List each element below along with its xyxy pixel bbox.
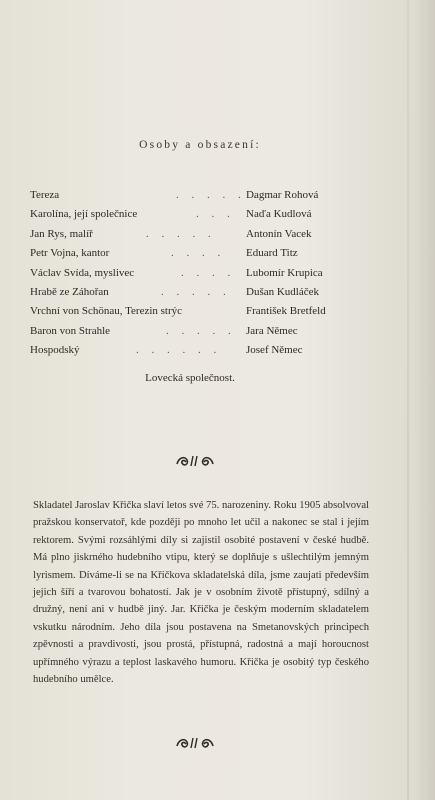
actor-name: Antonín Vacek	[246, 227, 312, 240]
leader-dots: . . . . .	[146, 227, 216, 240]
role-name: Karolína, její společnice	[30, 208, 138, 221]
cast-row	[26, 225, 386, 244]
actor-name: Eduard Titz	[246, 247, 298, 260]
ornament-glyph-icon	[173, 453, 217, 469]
actor-name: Lubomír Krupica	[246, 266, 323, 279]
cast-row	[26, 322, 386, 341]
role-name: Tereza	[30, 189, 60, 201]
role-name: Vrchní von Schönau, Terezin strýc	[30, 305, 183, 318]
actor-name: Josef Němec	[246, 344, 303, 357]
actor-name: František Bretfeld	[246, 305, 326, 318]
cast-row	[26, 341, 386, 360]
leader-dots: . . . .	[181, 266, 236, 279]
actor-name: Dušan Kudláček	[246, 285, 320, 298]
actor-name: Jara Němec	[246, 324, 298, 337]
role-name: Hrabě ze Záhořan	[30, 285, 109, 298]
cast-row	[26, 205, 386, 224]
actor-name: Dagmar Rohová	[246, 189, 319, 201]
role-name: Václav Svída, myslivec	[30, 266, 135, 279]
chorus-line: Lovecká společnost.	[145, 372, 235, 384]
ornament-icon	[170, 735, 220, 756]
actor-name: Naďa Kudlová	[246, 208, 312, 221]
leader-dots: . . . . . .	[136, 344, 222, 357]
leader-dots: . . . . . .	[176, 189, 262, 201]
leader-dots: . . .	[196, 208, 235, 221]
cast-row	[26, 302, 386, 321]
page-fold	[407, 0, 409, 800]
cast-list	[26, 186, 386, 361]
ornament-glyph-icon	[173, 735, 217, 751]
leader-dots: . . . . .	[166, 324, 236, 337]
cast-row	[26, 244, 386, 263]
leader-dots: . . . . .	[161, 285, 231, 298]
cast-row	[26, 264, 386, 283]
role-name: Jan Rys, malíř	[30, 227, 93, 240]
cast-heading: Osoby a obsazení:	[139, 139, 261, 151]
composer-paragraph: Skladatel Jaroslav Křička slaví letos své 75. narozeniny. Roku 1905 absolvoval pražskou konservatoř, kde později po mnoho let učil a nakonec se stal i jejím rektorem. Svými rozsáhlými díly si zajistil osobité postavení v české hudbě. Má plno jiskrného hudebního vtipu, který se doplňuje s ušlechtilým jemným lyrismem. Díváme-li se na Křičkova skladatelská díla, jsme zaujati především jejich šíří a tvarovou bohatostí. Jak je v osobním životě přístupný, sdílný a družný, není ani v hudbě jiný. Jar. Křička je českým moderním skladatelem vskutku národním. Jeho díla jsou postavena na Smetanovských principech zpěvnosti a pravdivosti, jsou prostá, přístupná, radostná a mají horoucnost upřímného výrazu a teplost laskavého humoru. Křička je osobitý typ českého hudebního umělce.	[33, 500, 369, 686]
cast-row	[26, 283, 386, 302]
role-name: Petr Vojna, kantor	[30, 247, 110, 260]
role-name: Baron von Strahle	[30, 324, 111, 337]
role-name: Hospodský	[30, 344, 80, 357]
leader-dots: . . . .	[171, 247, 226, 260]
cast-row	[26, 186, 386, 205]
ornament-icon	[170, 453, 220, 474]
